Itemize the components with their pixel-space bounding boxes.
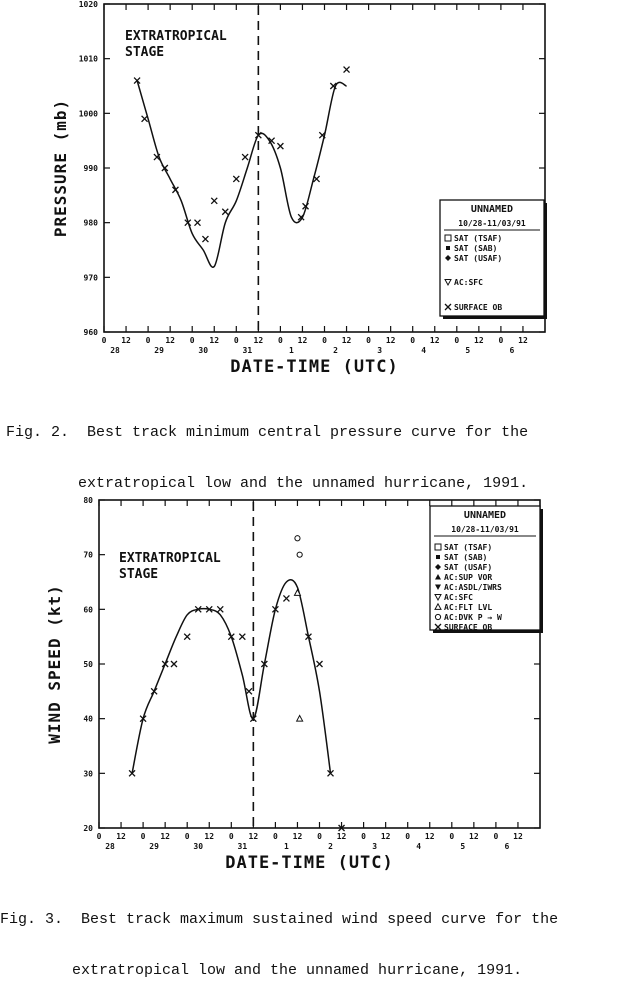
legend-entry-label: SAT (SAB) [454, 244, 498, 253]
x-tick-day-label: 4 [421, 346, 427, 355]
data-point [283, 595, 289, 601]
data-point [297, 715, 303, 721]
x-tick-hour-label: 0 [361, 832, 367, 841]
y-tick-label: 960 [83, 328, 98, 337]
x-tick-hour-label: 12 [121, 336, 131, 345]
y-tick-label: 970 [83, 273, 98, 283]
y-tick-label: 70 [83, 550, 93, 560]
wind-speed-chart [0, 490, 644, 880]
data-point [242, 154, 248, 160]
x-axis-title: DATE-TIME (UTC) [225, 853, 394, 873]
figure-3-caption-line-1: Fig. 3. Best track maximum sustained wind speed curve for the [0, 911, 559, 928]
y-tick-label: 1010 [78, 54, 98, 64]
x-tick-hour-label: 0 [317, 832, 322, 841]
x-tick-hour-label: 0 [366, 336, 372, 345]
y-tick-label: 80 [83, 496, 93, 505]
annotation-line-2: STAGE [125, 45, 165, 60]
annotation-line-1: EXTRATROPICAL [119, 551, 221, 566]
x-tick-hour-label: 12 [292, 832, 303, 841]
x-tick-hour-label: 0 [189, 336, 195, 345]
figure-3-caption-line-2: extratropical low and the unnamed hurricane, 1991. [0, 962, 523, 979]
pressure-chart [0, 0, 644, 385]
x-tick-hour-label: 12 [253, 336, 264, 345]
legend-symbol [435, 544, 441, 550]
x-tick-hour-label: 12 [380, 832, 391, 841]
x-tick-hour-label: 12 [165, 336, 175, 345]
x-tick-day-label: 1 [289, 346, 294, 355]
legend-dates: 10/28-11/03/91 [451, 525, 519, 534]
x-tick-day-label: 6 [504, 842, 510, 851]
data-point [297, 552, 302, 557]
x-tick-day-label: 5 [460, 842, 466, 851]
best-track-curve [137, 81, 347, 268]
legend-symbol [436, 555, 440, 559]
figure-2-caption-line-2: extratropical low and the unnamed hurricane, 1991. [6, 475, 529, 492]
legend-entry-label: SAT (USAF) [444, 563, 493, 572]
figure-2-caption-line-1: Fig. 2. Best track minimum central pressure curve for the [6, 424, 529, 441]
legend-symbol [435, 614, 440, 619]
figure-3-caption [0, 877, 558, 996]
data-point [317, 661, 323, 667]
x-tick-hour-label: 12 [518, 336, 528, 345]
data-point [184, 634, 190, 640]
data-point [246, 688, 252, 694]
x-tick-day-label: 3 [377, 346, 383, 355]
y-tick-label: 20 [83, 824, 93, 833]
x-tick-hour-label: 12 [204, 832, 215, 841]
legend-entry-label: AC:SUP VOR [444, 573, 493, 582]
x-tick-hour-label: 12 [429, 336, 440, 345]
x-tick-hour-label: 0 [184, 832, 190, 841]
x-tick-day-label: 28 [105, 842, 115, 851]
x-tick-hour-label: 0 [145, 336, 151, 345]
x-tick-hour-label: 12 [116, 832, 126, 841]
x-tick-day-label: 4 [416, 842, 422, 851]
legend-symbol [446, 246, 450, 250]
x-tick-hour-label: 12 [248, 832, 259, 841]
x-tick-hour-label: 0 [96, 832, 102, 841]
x-tick-day-label: 1 [284, 842, 289, 851]
data-point [277, 143, 283, 149]
x-tick-hour-label: 12 [424, 832, 435, 841]
legend-entry-label: SAT (TSAF) [454, 234, 503, 243]
data-point [171, 661, 177, 667]
x-tick-hour-label: 0 [498, 336, 504, 345]
x-tick-day-label: 3 [372, 842, 378, 851]
x-tick-hour-label: 12 [209, 336, 220, 345]
x-tick-day-label: 29 [149, 842, 159, 851]
x-tick-hour-label: 12 [469, 832, 479, 841]
x-tick-day-label: 29 [154, 346, 164, 355]
y-tick-label: 1000 [78, 109, 98, 119]
legend-title: UNNAMED [470, 204, 514, 215]
legend-entry-label: SAT (SAB) [444, 553, 488, 562]
y-tick-label: 990 [83, 164, 98, 173]
y-tick-label: 60 [83, 605, 93, 615]
annotation-line-2: STAGE [119, 567, 159, 582]
legend-entry-label: AC:DVK P → W [444, 613, 502, 622]
figure-2-caption [6, 390, 528, 509]
x-tick-day-label: 30 [198, 346, 209, 355]
x-tick-hour-label: 0 [322, 336, 327, 345]
x-tick-hour-label: 12 [297, 336, 308, 345]
y-tick-label: 50 [83, 660, 93, 669]
x-tick-hour-label: 0 [277, 336, 283, 345]
legend-entry-label: AC:SFC [444, 593, 473, 602]
legend-entry-label: SAT (USAF) [454, 254, 503, 263]
x-tick-hour-label: 0 [140, 832, 146, 841]
data-point [194, 220, 200, 226]
data-point [217, 606, 223, 612]
x-tick-hour-label: 0 [233, 336, 239, 345]
x-tick-day-label: 2 [333, 346, 338, 355]
x-tick-hour-label: 0 [272, 832, 278, 841]
data-point [211, 198, 217, 204]
y-tick-label: 1020 [78, 0, 98, 9]
y-axis-title: WIND SPEED (kt) [45, 584, 64, 744]
x-tick-hour-label: 12 [341, 336, 352, 345]
x-tick-hour-label: 12 [474, 336, 484, 345]
data-point [314, 176, 320, 182]
data-point [142, 116, 148, 122]
x-tick-day-label: 31 [242, 346, 253, 355]
best-track-curve [132, 580, 330, 774]
x-tick-hour-label: 12 [385, 336, 396, 345]
data-point [295, 536, 300, 541]
x-tick-day-label: 31 [237, 842, 248, 851]
y-tick-label: 980 [83, 218, 98, 228]
x-tick-day-label: 28 [110, 346, 120, 355]
y-tick-label: 30 [83, 769, 93, 779]
x-tick-hour-label: 0 [493, 832, 499, 841]
x-tick-day-label: 5 [465, 346, 471, 355]
legend-entry-label: AC:SFC [454, 278, 483, 287]
data-point [202, 236, 208, 242]
x-axis-title: DATE-TIME (UTC) [230, 357, 399, 377]
y-axis-title: PRESSURE (mb) [51, 98, 70, 238]
x-tick-hour-label: 0 [405, 832, 411, 841]
legend-entry-label: SURFACE OB [444, 623, 493, 632]
legend-symbol [445, 235, 451, 241]
x-tick-day-label: 2 [328, 842, 333, 851]
legend-title: UNNAMED [463, 510, 507, 521]
x-tick-hour-label: 0 [228, 832, 234, 841]
data-point [233, 176, 239, 182]
x-tick-day-label: 6 [509, 346, 515, 355]
x-tick-hour-label: 0 [454, 336, 460, 345]
x-tick-hour-label: 0 [449, 832, 455, 841]
x-tick-hour-label: 0 [410, 336, 416, 345]
y-tick-label: 40 [83, 714, 93, 724]
data-point [222, 209, 228, 215]
legend-dates: 10/28-11/03/91 [458, 219, 526, 228]
data-point [239, 634, 245, 640]
x-tick-hour-label: 0 [101, 336, 107, 345]
legend-entry-label: AC:ASDL/IWRS [444, 583, 502, 592]
x-tick-hour-label: 12 [160, 832, 170, 841]
data-point [344, 67, 350, 73]
legend [430, 506, 543, 633]
x-tick-hour-label: 12 [513, 832, 523, 841]
annotation-line-1: EXTRATROPICAL [125, 29, 227, 44]
legend [440, 200, 547, 319]
legend-entry-label: AC:FLT LVL [444, 603, 493, 612]
legend-entry-label: SURFACE OB [454, 303, 503, 312]
x-tick-hour-label: 12 [336, 832, 347, 841]
legend-entry-label: SAT (TSAF) [444, 543, 493, 552]
x-tick-day-label: 30 [193, 842, 204, 851]
